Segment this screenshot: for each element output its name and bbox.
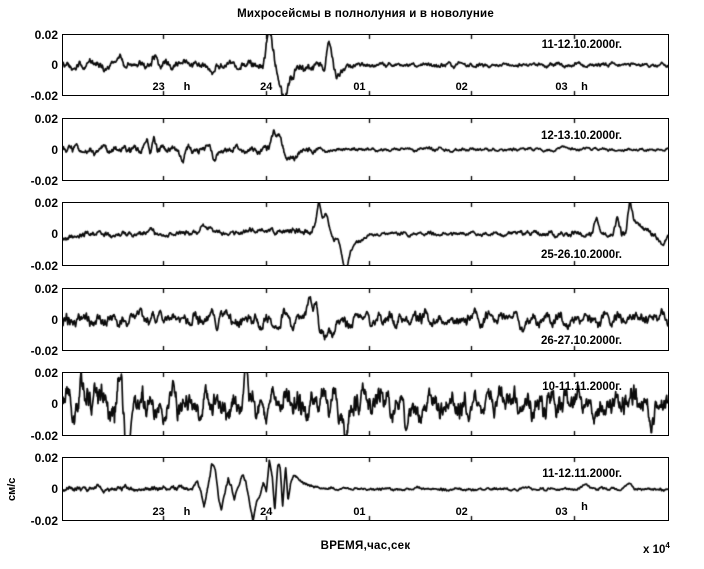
ytick-label: 0.02 bbox=[34, 28, 58, 42]
ytick-label: 0 bbox=[51, 312, 58, 327]
ytick-label: 0.02 bbox=[34, 112, 58, 126]
ytick-label: -0.02 bbox=[30, 89, 58, 103]
seismogram-panel-2 bbox=[30, 112, 669, 188]
date-label: 11-12.10.2000г. bbox=[541, 39, 622, 51]
hour-label: 23 bbox=[152, 506, 165, 518]
chart-title: Михросейсмы в полнолуния и в новолуние bbox=[237, 8, 494, 20]
date-label: 12-13.10.2000г. bbox=[540, 130, 622, 142]
date-label: 26-27.10.2000г. bbox=[540, 335, 622, 347]
y-axis-label: см/с bbox=[6, 477, 18, 501]
plot-box bbox=[62, 457, 669, 521]
plot-box bbox=[62, 202, 669, 266]
ytick-label: -0.02 bbox=[30, 429, 58, 443]
hour-label: 02 bbox=[455, 81, 468, 93]
ytick-label: 0 bbox=[51, 482, 58, 496]
date-label: 25-26.10.2000г. bbox=[540, 249, 622, 261]
seismogram-panel-1 bbox=[30, 28, 669, 103]
hour-label: 03 bbox=[555, 81, 568, 93]
hour-label: h bbox=[581, 501, 588, 513]
hour-label: 01 bbox=[353, 506, 366, 518]
ytick-label: 0.02 bbox=[34, 366, 58, 380]
hour-label: 03 bbox=[555, 506, 568, 518]
ytick-label: 0 bbox=[51, 142, 58, 157]
ytick-label: -0.02 bbox=[30, 174, 58, 188]
hour-label: h bbox=[183, 81, 191, 93]
date-label: 11-12.11.2000г. bbox=[542, 468, 622, 480]
hour-label: 01 bbox=[353, 81, 366, 93]
seismogram-trace bbox=[63, 119, 668, 180]
x-axis-multiplier: x $10^4$ bbox=[643, 541, 670, 556]
ytick-label: 0.02 bbox=[34, 282, 58, 296]
hour-label: 24 bbox=[260, 506, 273, 518]
ytick-label: 0 bbox=[51, 397, 58, 411]
plot-box bbox=[62, 288, 669, 351]
seismogram-panel-6 bbox=[30, 451, 669, 528]
plot-box bbox=[62, 118, 669, 181]
ytick-label: 0.02 bbox=[34, 451, 58, 465]
ytick-label: 0 bbox=[51, 58, 58, 72]
ytick-label: -0.02 bbox=[30, 514, 58, 528]
ytick-label: -0.02 bbox=[30, 344, 58, 358]
hour-label: h bbox=[183, 506, 191, 518]
hour-label: 23 bbox=[152, 81, 165, 93]
hour-label: h bbox=[581, 81, 588, 93]
seismogram-panel-3 bbox=[30, 196, 669, 273]
date-label: 10-11.11.2000г. bbox=[542, 381, 622, 393]
seismogram-panel-4 bbox=[30, 282, 669, 358]
ytick-label: 0.02 bbox=[34, 196, 58, 210]
ytick-label: -0.02 bbox=[30, 259, 58, 273]
hour-label: 02 bbox=[455, 506, 468, 518]
x-axis-label: ВРЕМЯ,час,сек bbox=[320, 540, 411, 552]
hour-label: 24 bbox=[260, 81, 273, 93]
plot-box bbox=[62, 34, 669, 96]
ytick-label: 0 bbox=[51, 227, 58, 241]
plot-box bbox=[62, 372, 669, 436]
seismogram-panel-5 bbox=[30, 366, 669, 443]
